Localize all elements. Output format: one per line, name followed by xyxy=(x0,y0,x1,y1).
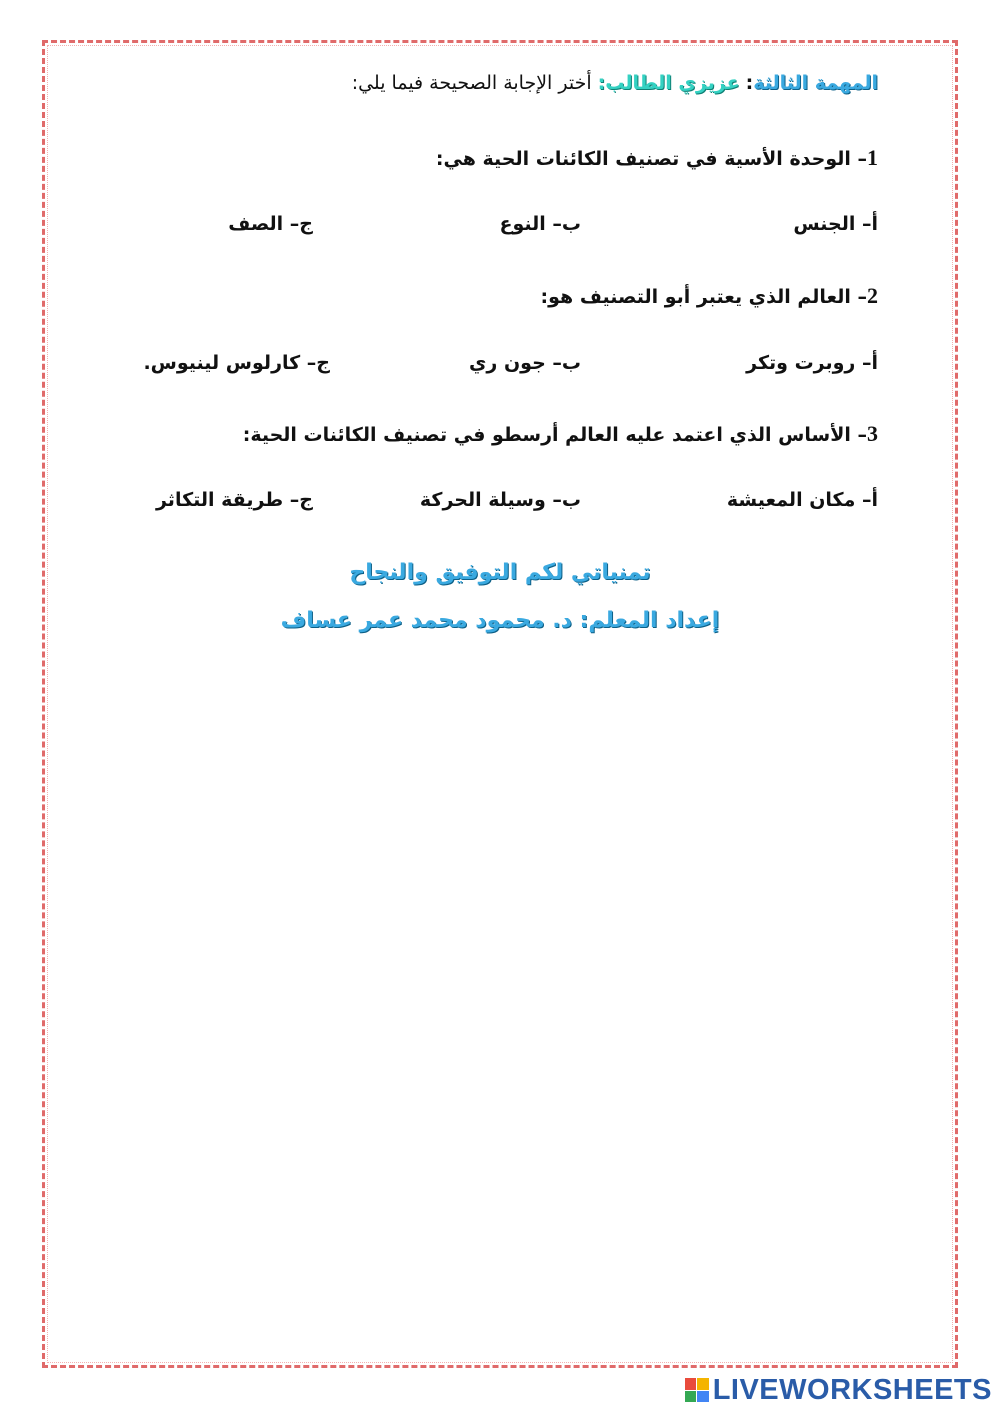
instruction-text: أختر الإجابة الصحيحة فيما يلي: xyxy=(351,72,592,94)
question-number: 2 xyxy=(867,283,878,308)
option-c[interactable]: ج– طريقة التكاثر xyxy=(155,489,313,511)
question-text: – العالم الذي يعتبر أبو التصنيف هو: xyxy=(540,286,867,308)
option-a[interactable]: أ– مكان المعيشة xyxy=(726,489,878,511)
question-3 xyxy=(243,421,878,447)
task-label: المهمة الثالثة xyxy=(753,72,878,94)
author-credit: إعداد المعلم: د. محمود محمد عمر عساف xyxy=(280,608,720,633)
question-text: – الوحدة الأسية في تصنيف الكائنات الحية هي: xyxy=(435,148,867,170)
option-c[interactable]: ج– الصف xyxy=(228,213,313,235)
option-b[interactable]: ب– وسيلة الحركة xyxy=(419,489,581,511)
header-colon: : xyxy=(745,72,754,94)
question-text: – الأساس الذي اعتمد عليه العالم أرسطو في تصنيف الكائنات الحية: xyxy=(242,424,867,446)
brand-name: LIVEWORKSHEETS xyxy=(712,1373,992,1406)
option-a[interactable]: أ– الجنس xyxy=(793,213,878,235)
question-number: 1 xyxy=(867,145,878,170)
option-c[interactable]: ج– كارلوس لينيوس. xyxy=(143,352,330,374)
page-border xyxy=(42,40,958,1368)
dear-student-label: عزيزي الطالب: xyxy=(597,72,740,94)
question-1 xyxy=(436,145,878,171)
liveworksheets-brand xyxy=(685,1373,992,1407)
task-header xyxy=(352,72,878,94)
liveworksheets-logo-icon xyxy=(685,1378,709,1402)
question-2 xyxy=(541,283,878,309)
option-a[interactable]: أ– روبرت وتكر xyxy=(746,352,878,374)
good-luck-message: تمنياتي لكم التوفيق والنجاح xyxy=(349,560,651,585)
option-b[interactable]: ب– النوع xyxy=(499,213,581,235)
option-b[interactable]: ب– جون ري xyxy=(469,352,581,374)
question-number: 3 xyxy=(867,421,878,446)
